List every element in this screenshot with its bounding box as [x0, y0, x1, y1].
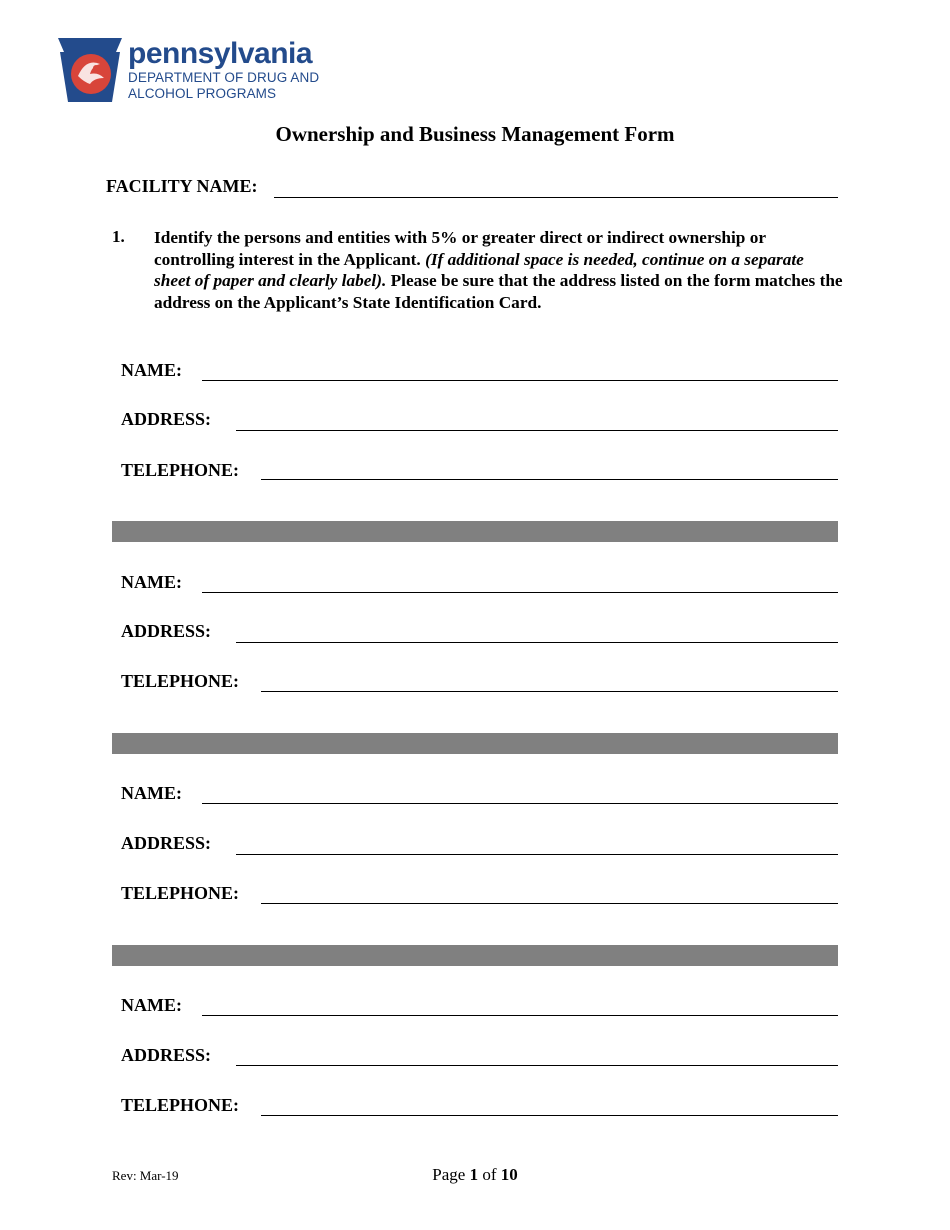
- entry-1-address-label: ADDRESS:: [121, 409, 212, 429]
- question-text-bold-1: Identify the persons and entities with 5% or greater direct or indirect ownership or controlling interest in the Applicant.: [154, 228, 766, 269]
- form-title: Ownership and Business Management Form: [275, 122, 675, 146]
- logo-wordmark: pennsylvania: [128, 37, 313, 70]
- entry-3-telephone-label: TELEPHONE:: [121, 883, 240, 903]
- page-of: of: [482, 1165, 497, 1184]
- entry-3-telephone-field[interactable]: [261, 903, 838, 904]
- keystone-phoenix-icon: [56, 38, 124, 104]
- entry-4-name-label: NAME:: [121, 995, 182, 1015]
- entry-3-address-label: ADDRESS:: [121, 833, 212, 853]
- entry-2-name-label: NAME:: [121, 572, 182, 592]
- entry-2-address-field[interactable]: [236, 642, 838, 643]
- entry-2-address-label: ADDRESS:: [121, 621, 212, 641]
- entry-4-telephone-field[interactable]: [261, 1115, 838, 1116]
- section-divider-2: [112, 733, 838, 754]
- entry-4-address-field[interactable]: [236, 1065, 838, 1066]
- facility-name-field[interactable]: [274, 197, 838, 198]
- entry-1-address-field[interactable]: [236, 430, 838, 431]
- entry-3-name-field[interactable]: [202, 803, 838, 804]
- entry-4-telephone-label: TELEPHONE:: [121, 1095, 240, 1115]
- entry-3-name-label: NAME:: [121, 783, 182, 803]
- page-current: 1: [469, 1165, 479, 1184]
- section-divider-3: [112, 945, 838, 966]
- facility-name-label: FACILITY NAME:: [106, 176, 258, 196]
- logo-dept-line2: ALCOHOL PROGRAMS: [128, 86, 277, 101]
- revision-label: Rev: Mar-19: [112, 1168, 179, 1183]
- entry-1-telephone-field[interactable]: [261, 479, 838, 480]
- entry-3-address-field[interactable]: [236, 854, 838, 855]
- page-word: Page: [432, 1165, 466, 1184]
- entry-2-telephone-label: TELEPHONE:: [121, 671, 240, 691]
- entry-1-name-field[interactable]: [202, 380, 838, 381]
- question-text-italic: (If additional space is needed, continue on a separate sheet of paper and clearly label).: [154, 249, 804, 290]
- question-text-bold-2: Please be sure that the address listed on the form matches the address on the Applicant’s State Identification Card.: [154, 271, 843, 312]
- entry-4-name-field[interactable]: [202, 1015, 838, 1016]
- logo-dept-line1: DEPARTMENT OF DRUG AND: [128, 70, 320, 85]
- entry-1-telephone-label: TELEPHONE:: [121, 460, 240, 480]
- page-number: [0, 1165, 950, 1185]
- entry-2-telephone-field[interactable]: [261, 691, 838, 692]
- entry-2-name-field[interactable]: [202, 592, 838, 593]
- page-total: 10: [500, 1165, 518, 1184]
- entry-4-address-label: ADDRESS:: [121, 1045, 212, 1065]
- pa-ddap-logo: [56, 38, 336, 108]
- question-number: 1.: [112, 227, 125, 246]
- entry-1-name-label: NAME:: [121, 360, 182, 380]
- section-divider-1: [112, 521, 838, 542]
- question-text: [154, 227, 844, 313]
